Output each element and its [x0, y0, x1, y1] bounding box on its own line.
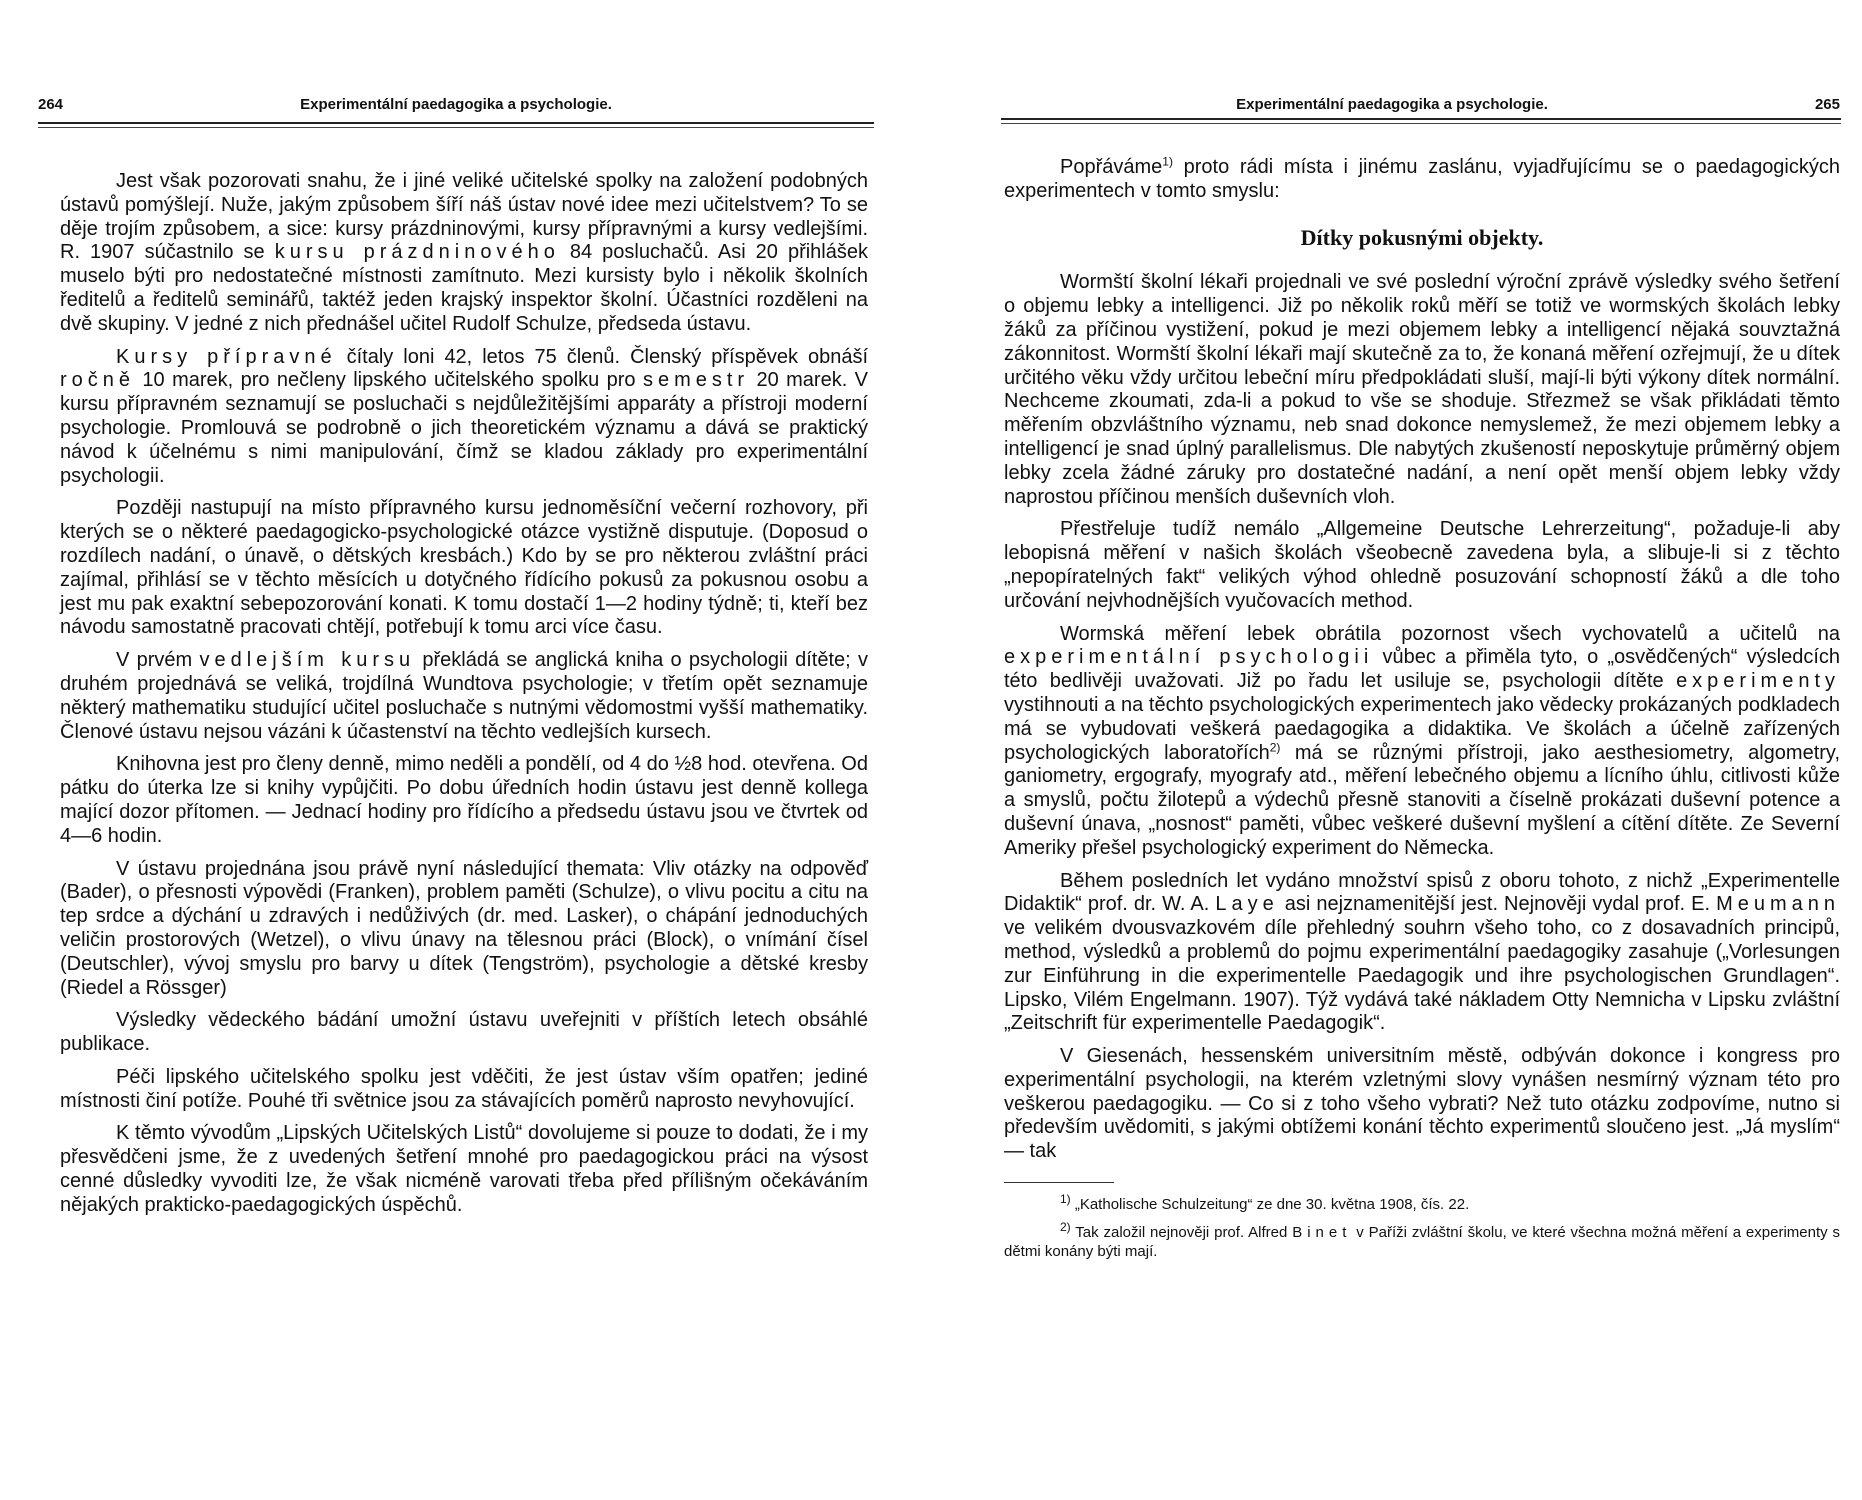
- paragraph: [60, 1009, 868, 1057]
- text-run: V ústavu projednána jsou právě nyní následující themata: Vliv otázky na odpověď (Bader), o přesnosti výpovědi (Franken), problem paměti (Schulze), o vlivu pocitu a citu na tep srdce a dýchání u zdravých i nedůživých (dr. med. Lasker), o chápání jednoduchých veličin prostorových (Wetzel), o vlivu únavy na tělesnou práci (Block), o vnímání čísel (Deutschler), vývoj smyslu pro barvy u dítek (Tengström), psychologie a dětské kresby (Riedel a Rössger): [60, 857, 868, 999]
- header-rule-thin: [1001, 123, 1841, 124]
- paragraph: [60, 170, 868, 337]
- text-run: má se různými přístroji, jako aesthesiometry, algometry, ganiometry, ergografy, myografy atd., měření lebečného objemu a lícního úhlu, citlivosti kůže a smyslů, počtu žilotepů a výdechů přesně stanoviti a číselně prokázati duševní potence a duševní únava, „nosnost“ paměti, vůbec veškeré duševní myšlení a cítění dítěte. Ze Severní Ameriky přešel psychologický experiment do Německa.: [1004, 741, 1840, 859]
- text-run: 20 marek. V kursu přípravném seznamují se posluchači s nejdůležitějšími apparáty a přístroji moderní psychologie. Promlouvá se podrobně o jich theoretickém významu a dává se praktický návod k účelnému s nimi manipulování, čímž se kladou základy pro experimentální psychologii.: [60, 369, 868, 487]
- text-run: Knihovna jest pro členy denně, mimo neděli a pondělí, od 4 do ½8 hod. otevřena. Od pátku do úterka lze si knihy vypůjčiti. Po dobu úředních hodin ústavu jest denně kollega mající dozor přítomen. — Jednací hodiny pro řídícího a předsedu ústavu jsou ve čtvrtek od 4—6 hodin.: [60, 753, 868, 847]
- paragraph: [60, 497, 868, 640]
- spaced-emphasis: Binet: [1292, 1224, 1352, 1242]
- text-run: Popřáváme: [1060, 156, 1163, 178]
- spaced-emphasis: vedlejším kursu: [199, 649, 416, 672]
- spaced-emphasis: Kursy přípravné: [116, 345, 337, 368]
- header-rule: [1001, 118, 1841, 120]
- text-run: Wormská měření lebek obrátila pozornost všech vychovatelů a učitelů na: [1060, 622, 1840, 645]
- text-run: asi nejznamenitější jest. Nejnověji vydal prof. E.: [1278, 893, 1717, 916]
- paragraph: [60, 1066, 868, 1114]
- text-run: Tak založil nejnověji prof. Alfred: [1070, 1224, 1293, 1242]
- text-run: K těmto vývodům „Lipských Učitelských Listů“ dovolujeme si pouze to dodati, že i my přesvědčeni jsme, že z uvedených šetření mnohé pro paedagogickou práci na výsost cenné důsledky vyvoditi lze, že však nicméně varovati třeba před přílišným očekáváním nějakých prakticko-paedagogických úspěchů.: [60, 1122, 868, 1216]
- text-run: ve velikém dvousvazkovém díle přehledný souhrn všeho toho, co z dosavadních principů, method, výsledků a problemů do pojmu experimentální paedagogiky zasahuje („Vorlesungen zur Einführung in die experimentelle Paedagogik und ihre psychologischen Grundlagen“. Lipsko, Vilém Engelmann. 1907). Týž vydává také nákladem Otty Nemnicha v Lipsku zvláštní „Zeitschrift für experimentelle Paedagogik“.: [1004, 917, 1840, 1035]
- text-run: překládá se anglická kniha o psychologii dítěte; v druhém projednává se veliká, trojdílná Wundtova psychologie; v třetím opět seznamuje některý mathematiku studující učitel posluchače s nutnými vědomostmi vyšší mathematiky. Členové ústavu nejsou vázáni k účastenství na těchto vedlejších kursech.: [60, 649, 868, 743]
- text-run: V Giesenách, hessenském universitním městě, odbýván dokonce i kongress pro experimentální psychologii, na kterém vzletnými slovy vynášen nesmírný význam této pro veškerou paedagogiku. — Co si z toho všeho vybrati? Než tuto otázku zodpovíme, nutno si především uvědomiti, s jakými obtížemi konání těchto experimentů sloučeno jest. „Já myslím“ — tak: [1004, 1045, 1840, 1163]
- footnote-rule: [1004, 1182, 1114, 1183]
- article-heading: Dítky pokusnými objekty.: [1300, 224, 1544, 250]
- text-run: Wormští školní lékaři projednali ve své poslední výroční zprávě výsledky svého šetření o objemu lebky a intelligenci. Již po několik roků měří se totiž ve wormských školách lebky žáků za příčinou vystižení, pokud je mezi objemem lebky a intelligencí nějaká souvztažná zákonnitost. Wormští školní lékaři mají skutečně za to, že konaná měření ozřejmují, že u dítek určitého věku vždy určitou lebeční míru předpokládati sluší, mají-li býti výkony dítek normální. Nechceme zkoumati, zda-li a pokud to vše se shoduje. Střezmež se však přikládati těmto měřením obzvláštního významu, neb snad dokonce nemyslemež, že mezi objemem lebky a intelligencí je snad úplný parallelismus. Dle nabytých zkušeností neposkytuje průměrný objem lebky zcela žádné záruky pro dostatečné nadání, a není opět menší objem lebky vždy naprostou příčinou menších duševních vloh.: [1004, 271, 1840, 508]
- header-rule-thin: [38, 127, 874, 128]
- right-page: [931, 0, 1862, 1500]
- spaced-emphasis: Meumann: [1716, 893, 1840, 916]
- paragraph: [60, 753, 868, 848]
- paragraph: [1004, 623, 1840, 861]
- text-run: proto rádi místa i jinému zaslánu, vyjadřujícímu se o paedagogických experimentech v tomto smyslu:: [1004, 156, 1840, 202]
- spaced-emphasis: Laye: [1215, 893, 1279, 916]
- paragraph: [60, 649, 868, 744]
- paragraph: [60, 346, 868, 489]
- paragraph: [1004, 870, 1840, 1037]
- left-page-body: [60, 170, 868, 1227]
- text-run: vystihnouti a na těchto psychologických experimentech jako vědecky prokázaných podkladech má se vybudovati veškerá paedagogika a didaktika. Ve školách a účelně zařízených psychologických laboratořích: [1004, 693, 1840, 764]
- text-run: Péči lipského učitelského spolku jest vděčiti, že jest ústav vším opatřen; jediné místnosti činí potíže. Pouhé tři světnice jsou za stávajících poměrů naprosto nevyhovující.: [60, 1065, 868, 1112]
- header-rule: [38, 122, 874, 124]
- left-page-header: [38, 96, 874, 122]
- text-run: „Katholische Schulzeitung“ ze dne 30. května 1908, čís. 22.: [1070, 1196, 1470, 1214]
- paragraph: [1004, 1045, 1840, 1164]
- footnote-marker: 2): [1060, 1220, 1071, 1235]
- text-run: Během posledních let vydáno množství spisů z oboru tohoto, z nichž „Experimentelle Didaktik“ prof. dr. W. A.: [1004, 869, 1840, 916]
- left-page-number: 264: [38, 96, 64, 113]
- paragraph: [60, 858, 868, 1001]
- right-running-title: Experimentální paedagogika a psychologie.: [1236, 96, 1548, 113]
- text-run: V prvém: [116, 649, 200, 672]
- right-paragraphs: [1004, 271, 1840, 1164]
- text-run: 10 marek, pro nečleny lipského učitelského spolku pro: [135, 369, 643, 392]
- spaced-emphasis: experimentální psychologii: [1004, 646, 1374, 669]
- spaced-emphasis: ročně: [60, 369, 136, 392]
- spaced-emphasis: semestr: [642, 369, 750, 392]
- text-run: Přestřeluje tudíž nemálo „Allgemeine Deutsche Lehrerzeitung“, požaduje-li aby lebopisná měření v našich školách všeobecně zavedena byla, a slibuje-li si z těchto „nepopíratelných fakt“ velikých výhod ohledně posuzování schopností žáků a dle toho určování nejvhodnějších vyučovacích method.: [1004, 518, 1840, 612]
- paragraph: [1004, 518, 1840, 613]
- text-run: Výsledky vědeckého bádání umožní ústavu uveřejniti v příštích letech obsáhlé publikace.: [60, 1009, 868, 1056]
- right-page-number: 265: [1814, 96, 1840, 113]
- text-run: Jest však pozorovati snahu, že i jiné veliké učitelské spolky na založení podobných ústavů pomýšlejí. Nuže, jakým způsobem šíří náš ústav nové idee mezi učitelstvem? To se děje trojím způsobem, a sice: kursy prázdninovými, kursy přípravnými a kursy vedlejšími. R. 1907 súčastnilo se: [60, 170, 868, 264]
- paragraph: [60, 1122, 868, 1217]
- left-paragraphs: [60, 170, 868, 1218]
- footnote: [1004, 1220, 1841, 1261]
- spaced-emphasis: experimenty: [1676, 670, 1840, 693]
- footnote-marker: 1): [1162, 154, 1173, 169]
- spaced-emphasis: kursu prázdninového: [274, 241, 560, 264]
- footnote-marker: 2): [1269, 739, 1281, 754]
- left-running-title: Experimentální paedagogika a psychologie.: [300, 96, 612, 113]
- text-run: čítaly loni 42, letos 75 členů. Členský příspěvek obnáší: [336, 345, 868, 368]
- text-run: 84 posluchačů. Asi 20 přihlášek muselo býti pro nedostatečné místnosti zamítnuto. Mezi kursisty bylo i několik školních ředitelů a ředitelů seminářů, taktéž jeden krajský inspektor školní. Účastníci rozděleni na dvě skupiny. V jedné z nich přednášel učitel Rudolf Schulze, předseda ústavu.: [60, 241, 868, 335]
- text-run: v Paříži zvláštní školu, ve které všechna možná měření a experimenty s dětmi konány býti mají.: [1004, 1224, 1841, 1261]
- text-run: vůbec a přiměla tyto, o „osvědčených“ výsledcích této bedlivěji uvažovati. Již po řadu let usiluje se, psychologii dítěte: [1004, 646, 1840, 693]
- intro-paragraph: [1004, 156, 1840, 204]
- right-page-body: [1004, 156, 1840, 1270]
- text-run: Později nastupují na místo přípravného kursu jednoměsíční večerní rozhovory, při kterých se o některé paedagogicko-psychologické otázce vystižně disputuje. (Doposud o rozdílech nadání, o únavě, o dětských kresbách.) Kdo by se pro některou zvláštní práci zajímal, přihlásí se v těchto měsících u dotyčného řídícího pokusů za pokusnou osobu a jest mu pak exaktní sebepozorování konati. K tomu dostačí 1—2 hodiny týdně; ti, kteří bez návodu samostatně pracovati chtějí, potřebují k tomu arci více času.: [60, 497, 868, 639]
- footnote: [1004, 1192, 1840, 1214]
- footnote-marker: 1): [1060, 1192, 1071, 1207]
- footnotes: [1004, 1192, 1841, 1261]
- paragraph: [1004, 271, 1840, 509]
